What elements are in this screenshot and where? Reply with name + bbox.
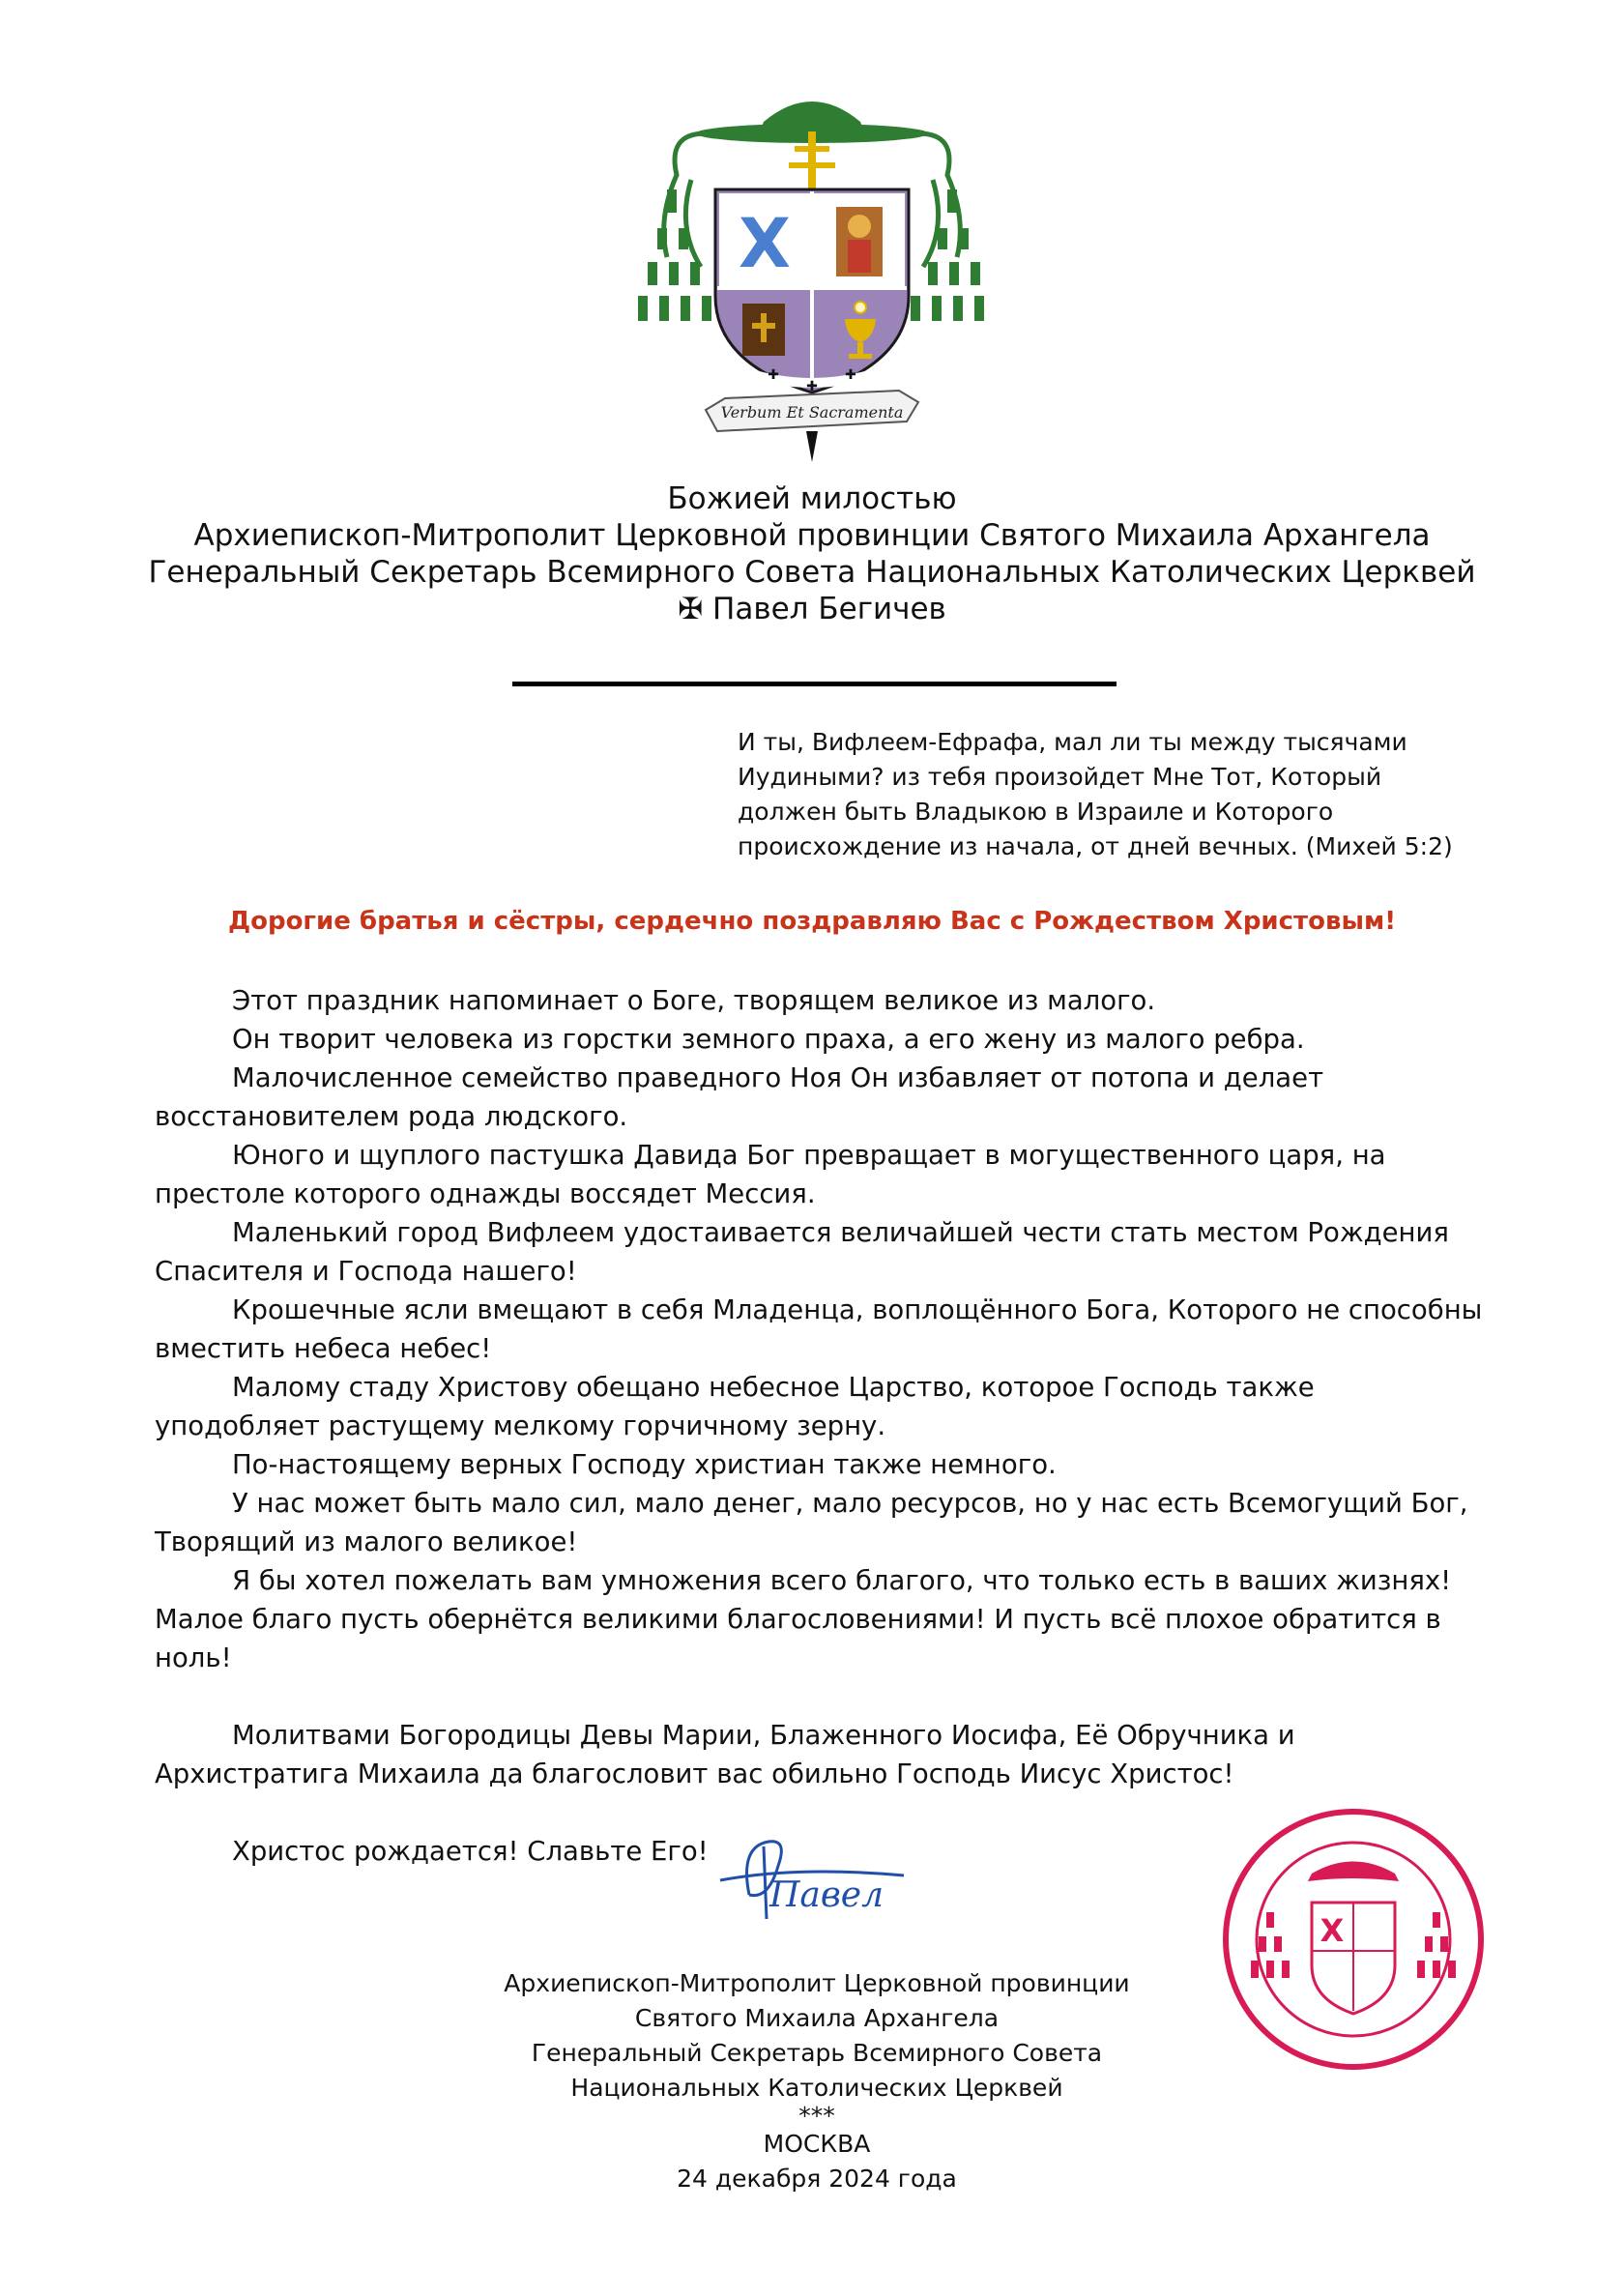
signature-text: Павел: [768, 1875, 884, 1915]
header-line-1: Божией милостью: [667, 481, 957, 516]
body-line: Творящий из малого великое!: [155, 1526, 578, 1557]
letter-header: [135, 480, 1489, 627]
quote-line: происхождение из начала, от дней вечных. (Михей 5:2): [738, 832, 1453, 860]
body-line: У нас может быть мало сил, мало денег, мало ресурсов, но у нас есть Всемогущий Бог,: [232, 1488, 1468, 1519]
coat-of-arms: [619, 83, 1005, 470]
closing-city: МОСКВА: [763, 2130, 871, 2158]
body-line: ноль!: [155, 1642, 232, 1673]
body-line: Он творит человека из горстки земного праха, а его жену из малого ребра.: [232, 1024, 1305, 1055]
body-line: Малое благо пусть обернётся великими благословениями! И пусть всё плохое обратится в: [155, 1604, 1441, 1635]
cross-pattee-mark-2: ✚: [806, 379, 818, 394]
letter-body: [155, 981, 1489, 1871]
body-line: уподобляет растущему мелкому горчичному зерну.: [155, 1410, 886, 1441]
body-line: Этот праздник напоминает о Боге, творящем великое из малого.: [232, 985, 1156, 1016]
left-tassels: [638, 189, 711, 321]
header-line-4: ✠ Павел Бегичев: [678, 592, 946, 626]
body-line: Молитвами Богородицы Девы Марии, Блаженного Иосифа, Её Обручника и: [232, 1720, 1295, 1751]
closing-date: 24 декабря 2024 года: [677, 2165, 957, 2193]
body-line: Маленький город Вифлеем удостаивается величайшей чести стать местом Рождения: [232, 1217, 1449, 1248]
body-line: Юного и щуплого пастушка Давида Бог превращает в могущественного царя, на: [232, 1140, 1386, 1171]
body-line: Христос рождается! Славьте Его!: [232, 1836, 709, 1867]
body-line: Спасителя и Господа нашего!: [155, 1256, 577, 1287]
bible-icon: [742, 304, 785, 356]
greeting-headline: Дорогие братья и сёстры, сердечно поздравляю Вас с Рождеством Христовым!: [227, 907, 1397, 936]
closing-line: Архиепископ-Митрополит Церковной провинции: [504, 1969, 1130, 1997]
body-line: престоле которого однажды воссядет Мессия.: [155, 1178, 816, 1209]
crozier-tip: [806, 431, 818, 462]
body-line: Архистратига Михаила да благословит вас обильно Господь Иисус Христос!: [155, 1758, 1234, 1789]
closing-line: Святого Михаила Архангела: [634, 2004, 1000, 2032]
quote-line: должен быть Владыкою в Израиле и Которого: [738, 798, 1334, 826]
body-line: Крошечные ясли вмещают в себя Младенца, воплощённого Бога, Которого не способны: [232, 1294, 1483, 1325]
svg-text:X: X: [1320, 1912, 1345, 1949]
body-line: Малочисленное семейство праведного Ноя Он избавляет от потопа и делает: [232, 1062, 1324, 1093]
body-line: Малому стаду Христову обещано небесное Царство, которое Господь также: [232, 1372, 1315, 1403]
body-line: восстановителем рода людского.: [155, 1101, 628, 1132]
quote-line: Иудиными? из тебя произойдет Мне Тот, Который: [738, 763, 1382, 791]
header-divider: [512, 682, 1116, 686]
official-seal: [1220, 1806, 1487, 2073]
right-tassels: [911, 189, 984, 321]
body-line: Я бы хотел пожелать вам умножения всего благого, что только есть в ваших жизнях!: [232, 1565, 1452, 1596]
cross-pattee-mark-3: ✚: [845, 367, 856, 383]
cross-pattee-mark-1: ✚: [768, 367, 779, 383]
header-line-3: Генеральный Секретарь Всемирного Совета Национальных Католических Церквей: [148, 555, 1476, 590]
chi-rho-monogram: X: [739, 204, 791, 283]
header-line-2: Архиепископ-Митрополит Церковной провинции Святого Михаила Архангела: [193, 518, 1431, 553]
closing-line: Генеральный Секретарь Всемирного Совета: [531, 2039, 1103, 2067]
closing-stars: ***: [798, 2102, 835, 2130]
motto-text: Verbum Et Sacramenta: [720, 403, 904, 421]
body-line: вместить небеса небес!: [155, 1333, 492, 1364]
quote-line: И ты, Вифлеем-Ефрафа, мал ли ты между тысячами: [738, 728, 1407, 756]
body-line: По-настоящему верных Господу христиан также немного.: [232, 1449, 1057, 1480]
handwritten-signature: [710, 1827, 914, 1933]
scripture-quote: [738, 725, 1472, 864]
closing-block: [454, 1966, 1179, 2196]
closing-line: Национальных Католических Церквей: [570, 2074, 1063, 2102]
archangel-icon: [836, 207, 883, 276]
